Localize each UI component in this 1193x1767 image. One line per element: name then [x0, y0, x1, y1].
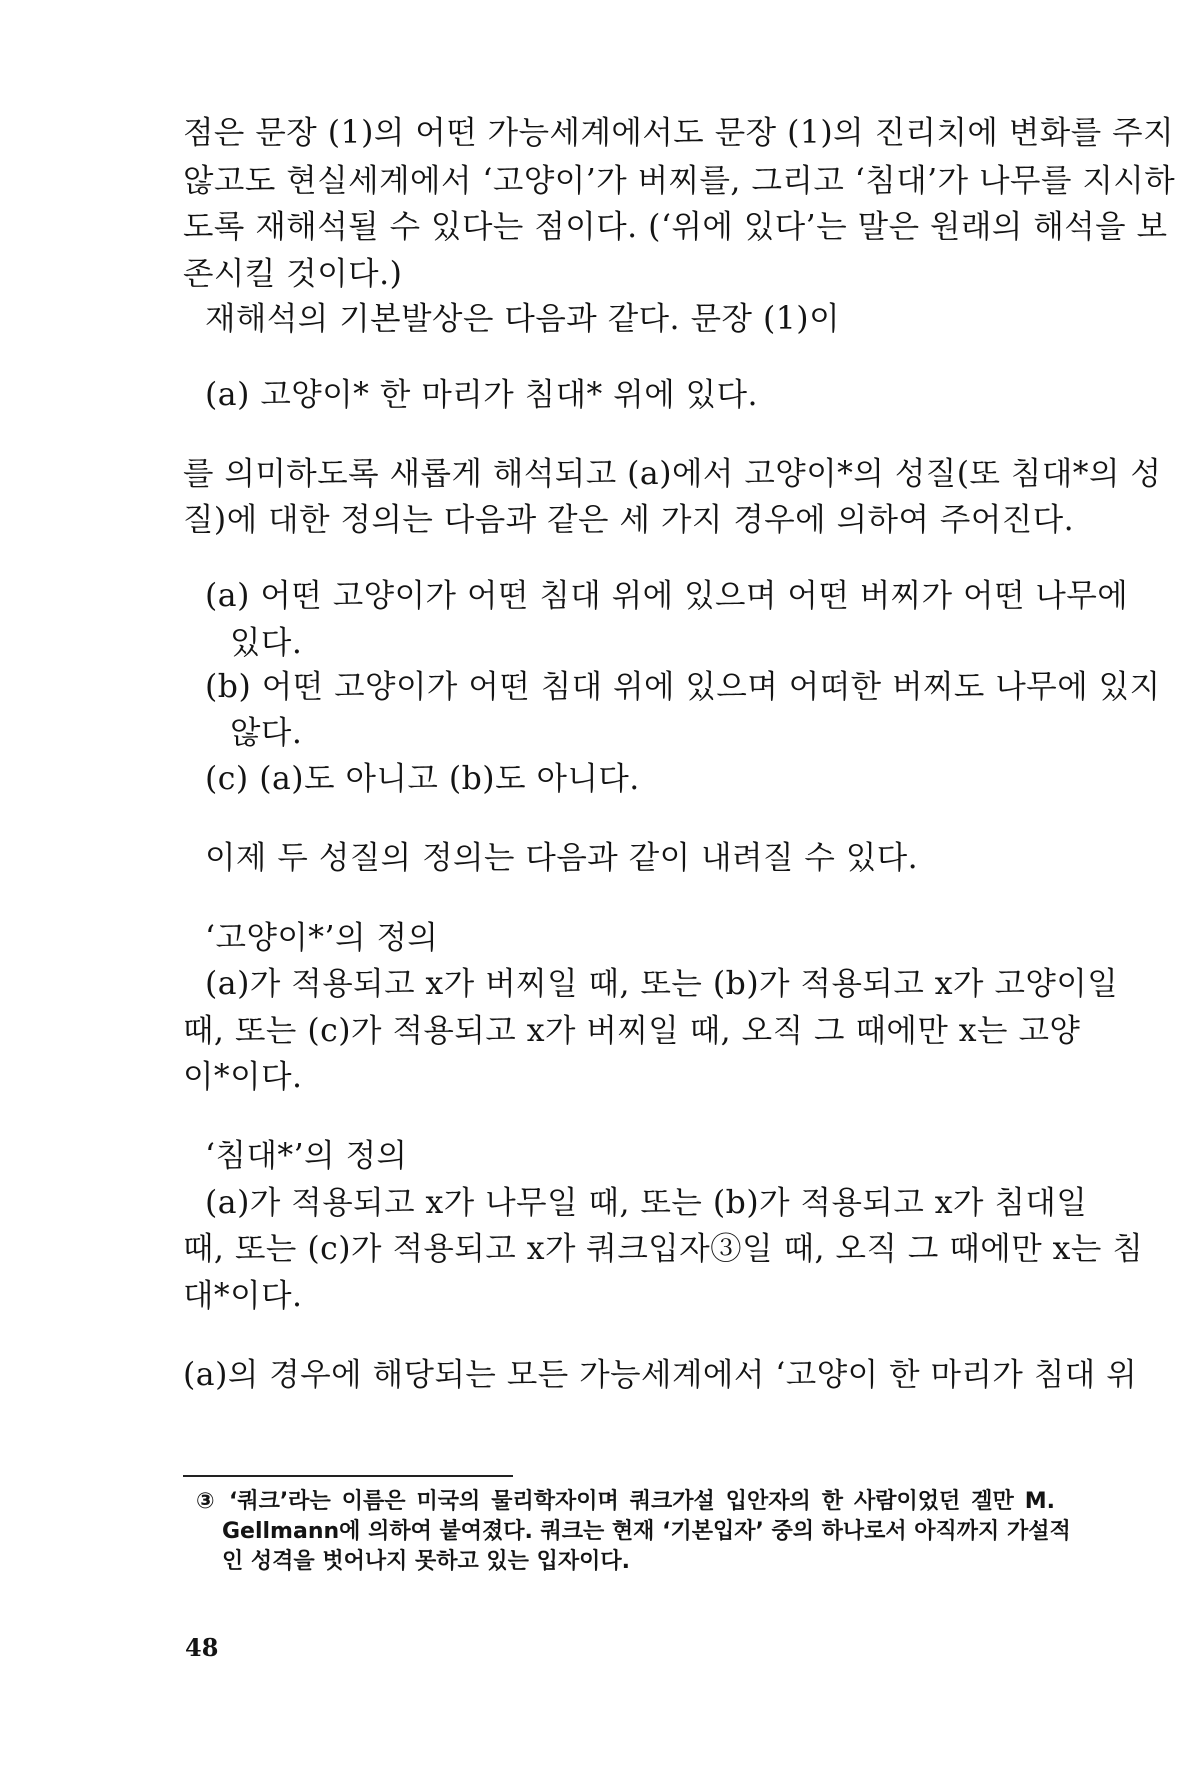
definition-line: 때, 또는 (c)가 적용되고 x가 버찌일 때, 오직 그 때에만 x는 고양: [183, 1013, 1081, 1049]
body-line: 이제 두 성질의 정의는 다음과 같이 내려질 수 있다.: [205, 840, 919, 876]
example-sentence: (a) 고양이* 한 마리가 침대* 위에 있다.: [205, 377, 759, 413]
definition-line: 대*이다.: [183, 1278, 303, 1314]
body-line: 점은 문장 (1)의 어떤 가능세계에서도 문장 (1)의 진리치에 변화를 주지: [183, 115, 1175, 151]
case-item: (a) 어떤 고양이가 어떤 침대 위에 있으며 어떤 버찌가 어떤 나무에: [205, 578, 1129, 614]
footnote-divider: [183, 1475, 513, 1477]
definition-line: 이*이다.: [183, 1059, 303, 1095]
page-number: 48: [185, 1633, 219, 1662]
definition-line: 때, 또는 (c)가 적용되고 x가 쿼크입자③일 때, 오직 그 때에만 x는 침: [183, 1231, 1144, 1267]
body-line: 존시킬 것이다.): [183, 256, 403, 292]
definition-title: ‘침대*’의 정의: [205, 1138, 408, 1174]
body-line: 않고도 현실세계에서 ‘고양이’가 버찌를, 그리고 ‘침대’가 나무를 지시하: [183, 163, 1176, 199]
footnote-line: 인 성격을 벗어나지 못하고 있는 입자이다.: [222, 1549, 630, 1574]
footnote-line: ③ ‘쿼크’라는 이름은 미국의 물리학자이며 쿼크가설 입안자의 한 사람이었던 겔만 M.: [196, 1489, 1055, 1514]
case-item-cont: 않다.: [230, 715, 303, 751]
body-line: 질)에 대한 정의는 다음과 같은 세 가지 경우에 의하여 주어진다.: [183, 502, 1075, 538]
case-item: (b) 어떤 고양이가 어떤 침대 위에 있으며 어떠한 버찌도 나무에 있지: [205, 669, 1161, 705]
definition-title: ‘고양이*’의 정의: [205, 920, 439, 956]
body-line: 도록 재해석될 수 있다는 점이다. (‘위에 있다’는 말은 원래의 해석을 보: [183, 209, 1168, 245]
body-line: 재해석의 기본발상은 다음과 같다. 문장 (1)이: [205, 301, 840, 337]
footnote-line: Gellmann에 의하여 붙여졌다. 쿼크는 현재 ‘기본입자’ 중의 하나로서 아직까지 가설적: [222, 1519, 1071, 1544]
body-line: (a)의 경우에 해당되는 모든 가능세계에서 ‘고양이 한 마리가 침대 위: [183, 1357, 1138, 1393]
definition-line: (a)가 적용되고 x가 나무일 때, 또는 (b)가 적용되고 x가 침대일: [205, 1185, 1088, 1221]
body-line: 를 의미하도록 새롭게 해석되고 (a)에서 고양이*의 성질(또 침대*의 성: [183, 456, 1162, 492]
case-item: (c) (a)도 아니고 (b)도 아니다.: [205, 761, 640, 797]
case-item-cont: 있다.: [230, 625, 303, 661]
definition-line: (a)가 적용되고 x가 버찌일 때, 또는 (b)가 적용되고 x가 고양이일: [205, 966, 1119, 1002]
